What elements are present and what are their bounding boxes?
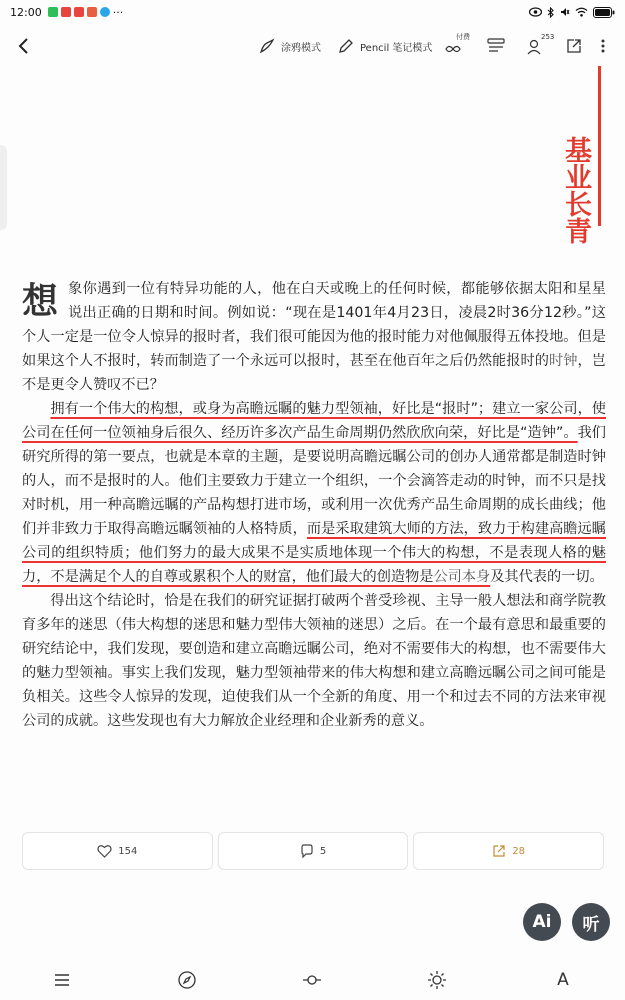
highlighted-passage[interactable]: 而是采取建筑大师的方法，致力于构建高瞻远瞩公司的组织特质；他们努力的最大成果不是实质地体现一个伟大的构想，不是表现人格的魅力，不是满足个人的自尊或累积个人的财富，他们最大的创造物是: [22, 521, 606, 585]
comment-button[interactable]: [218, 832, 409, 870]
ai-assistant-button[interactable]: Ai: [523, 903, 561, 941]
bluetooth-icon: [547, 7, 555, 18]
more-notifications: ···: [112, 5, 124, 19]
comment-icon: [300, 844, 314, 858]
highlighted-passage[interactable]: 拥有一个伟大的构想，或身为高瞻远瞩的魅力型领袖，好比是“报时”；建立一家公司，使公司在任何一位领袖身后很久、经历许多次产品生命周期仍然欣欣向荣，好比是“造钟”。: [22, 401, 606, 441]
share-icon[interactable]: [565, 37, 583, 55]
table-of-contents-icon[interactable]: [52, 970, 72, 990]
back-arrow-icon[interactable]: [14, 34, 36, 58]
heart-icon: [97, 844, 112, 858]
pencil-note-mode-label: Pencil 笔记模式: [360, 42, 433, 54]
app-notification-icon: [48, 7, 58, 17]
article-actions: [22, 832, 604, 870]
comment-count: 5: [319, 845, 327, 857]
keyword-clock[interactable]: 时钟: [549, 353, 578, 369]
readers-button[interactable]: [526, 33, 556, 56]
keyword-company-itself[interactable]: 公司本身: [433, 569, 491, 585]
eye-icon: [529, 7, 542, 17]
tip-button[interactable]: [444, 33, 474, 56]
book-title-decoration: 基业长青: [560, 136, 591, 244]
share-count: 28: [512, 845, 526, 857]
status-bar: [0, 0, 625, 24]
tip-label: 付费: [456, 33, 470, 41]
paragraph-1-text-b: ，岂不是更令人赞叹不已？: [22, 353, 606, 393]
app-notification-icon: [87, 7, 97, 17]
paragraph-1: [22, 277, 606, 397]
graffiti-mode-button[interactable]: [258, 36, 321, 56]
drop-cap: 想: [22, 281, 59, 322]
more-menu-icon[interactable]: [598, 37, 608, 55]
like-count: 154: [118, 845, 138, 857]
paragraph-3: 得出这个结论时，恰是在我们的研究证据打破两个普受珍视、主导一般人想法和商学院教育多年的迷思（伟大构想的迷思和魅力型伟大领袖的迷思）之后。在一个最有意思和最重要的研究结论中，我们发现，要创造和建立高瞻远瞩公司，绝对不需要伟大的构想，也不需要伟大的魅力型领袖。事实上我们发现，魅力型领袖带来的伟大构想和建立高瞻远瞩公司之间可能是负相关。这些令人惊异的发现，迫使我们从一个全新的角度、用一个和过去不同的方法来审视公司的成就。这些发现也有大力解放企业经理和企业新秀的意义。: [22, 593, 606, 729]
brush-icon: [258, 37, 276, 55]
user-count: 253: [541, 33, 555, 41]
pencil-note-mode-button[interactable]: [337, 36, 432, 56]
progress-icon[interactable]: [302, 970, 322, 990]
top-toolbar: [0, 26, 625, 66]
side-drawer-handle[interactable]: [0, 145, 7, 230]
brightness-icon[interactable]: [427, 970, 447, 990]
wifi-icon: [575, 7, 588, 17]
share-count-button[interactable]: [413, 832, 604, 870]
pencil-icon: [337, 37, 355, 55]
bottom-toolbar: [0, 960, 625, 1000]
listen-button[interactable]: 听: [572, 903, 610, 941]
decorative-red-line: [598, 66, 601, 226]
graffiti-mode-label: 涂鸦模式: [281, 42, 321, 54]
paragraph-2-tail: 及其代表的一切。: [490, 569, 604, 585]
font-settings-button[interactable]: A: [557, 970, 569, 990]
share-icon: [492, 844, 506, 858]
reading-settings-icon[interactable]: [486, 37, 506, 55]
compass-icon[interactable]: [177, 970, 197, 990]
app-notification-icon: [100, 7, 110, 17]
mute-icon: [560, 7, 570, 17]
paragraph-2-text: 我们研究所得的第一要点，也就是本章的主题，是要说明高瞻远瞩公司的创办人通常都是制造时钟的人，而不是报时的人。他们主要致力于建立一个组织，一个会滴答走动的时钟，而不只是找对时机，用一种高瞻远瞩的产品构想打进市场，或利用一次优秀产品生命周期的成长曲线；他们并非致力于取得高瞻远瞩领袖的人格特质，: [22, 425, 606, 537]
status-time: 12:00: [10, 5, 42, 19]
paragraph-1-text-a: 象你遇到一位有特异功能的人，他在白天或晚上的任何时候，都能够依据太阳和星星说出正确的日期和时间。例如说：“现在是1401年4月23日，凌晨2时36分12秒。”这个人一定是一位令人惊异的报时者，我们很可能因为他的报时能力对他佩服得五体投地。但是如果这个人不报时，转而制造了一个永远可以报时，甚至在他百年之后仍然能报时的: [22, 281, 606, 369]
app-notification-icon: [61, 7, 71, 17]
article-body: [22, 277, 606, 733]
like-button[interactable]: [22, 832, 213, 870]
battery-icon: [593, 7, 615, 18]
paragraph-2: [22, 397, 606, 589]
app-notification-icon: [74, 7, 84, 17]
